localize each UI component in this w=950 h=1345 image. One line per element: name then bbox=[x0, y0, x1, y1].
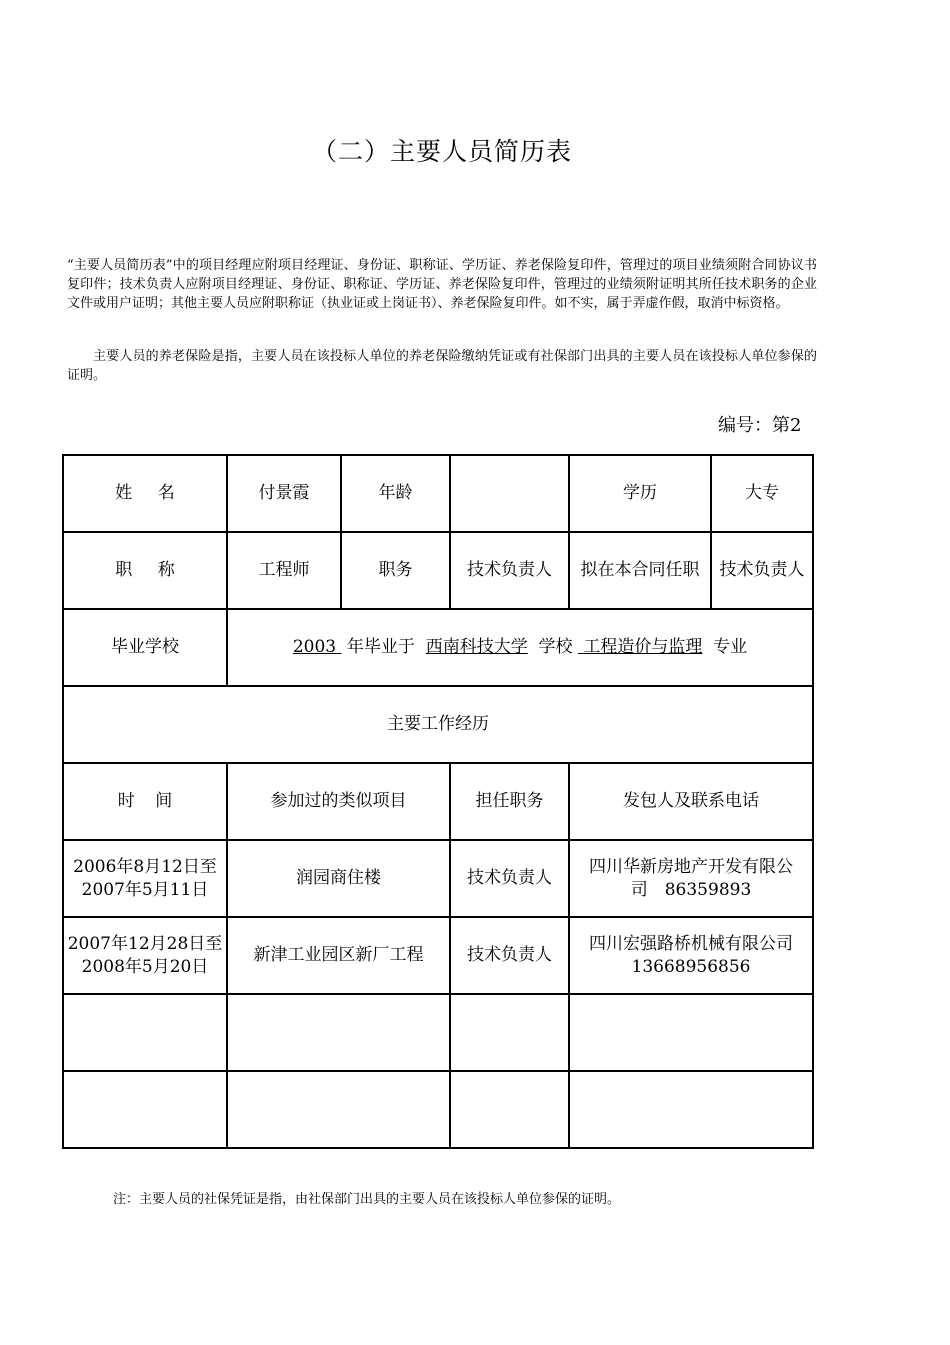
title-value: 工程师 bbox=[227, 532, 341, 609]
experience-client bbox=[569, 994, 813, 1071]
experience-role: 技术负责人 bbox=[450, 840, 569, 917]
resume-table bbox=[62, 454, 814, 1149]
row-name bbox=[63, 455, 813, 532]
title-label-a: 职 bbox=[115, 560, 133, 580]
education-value: 大专 bbox=[711, 455, 813, 532]
serial-number: 编号：第2 bbox=[718, 415, 802, 436]
experience-client: 四川宏强路桥机械有限公司 13668956856 bbox=[569, 917, 813, 994]
experience-row bbox=[63, 840, 813, 917]
experience-role bbox=[450, 1071, 569, 1148]
experience-row bbox=[63, 1071, 813, 1148]
time-label-b: 间 bbox=[155, 791, 173, 811]
title-label-b: 称 bbox=[157, 560, 175, 580]
experience-role bbox=[450, 994, 569, 1071]
row-column-headers bbox=[63, 763, 813, 840]
name-label-cell bbox=[63, 455, 227, 532]
column-header-time bbox=[63, 763, 227, 840]
experience-project: 润园商住楼 bbox=[227, 840, 450, 917]
experience-time bbox=[63, 1071, 227, 1148]
row-title bbox=[63, 532, 813, 609]
graduation-school-suffix: 学校 bbox=[538, 637, 573, 657]
position-value: 技术负责人 bbox=[450, 532, 569, 609]
graduation-year: 2003 bbox=[292, 637, 337, 657]
experience-client bbox=[569, 1071, 813, 1148]
age-label: 年龄 bbox=[341, 455, 450, 532]
experience-row bbox=[63, 917, 813, 994]
experience-role: 技术负责人 bbox=[450, 917, 569, 994]
proposed-position-label: 拟在本合同任职 bbox=[569, 532, 711, 609]
experience-project: 新津工业园区新厂工程 bbox=[227, 917, 450, 994]
experience-project bbox=[227, 1071, 450, 1148]
graduation-year-suffix: 年毕业于 bbox=[346, 637, 415, 657]
row-experience-heading bbox=[63, 686, 813, 763]
education-label: 学历 bbox=[569, 455, 711, 532]
column-header-project: 参加过的类似项目 bbox=[227, 763, 450, 840]
experience-project bbox=[227, 994, 450, 1071]
experience-time bbox=[63, 994, 227, 1071]
graduation-major-suffix: 专业 bbox=[713, 637, 748, 657]
page-title: （二）主要人员简历表 bbox=[311, 137, 572, 166]
name-label-a: 姓 bbox=[115, 483, 133, 503]
instruction-paragraph-1: “主要人员简历表”中的项目经理应附项目经理证、身份证、职称证、学历证、养老保险复印件，管理过的项目业绩须附合同协议书复印件；技术负责人应附项目经理证、身份证、职称证、学历证、养老保险复印件，管理过的业绩须附证明其所任技术职务的企业文件或用户证明；其他主要人员应附职称证（执业证或上岗证书）、养老保险复印件。如不实，属于弄虚作假，取消中标资格。 bbox=[67, 258, 817, 311]
experience-heading: 主要工作经历 bbox=[63, 686, 813, 763]
name-value: 付景霞 bbox=[227, 455, 341, 532]
time-label-a: 时 bbox=[117, 791, 135, 811]
column-header-client: 发包人及联系电话 bbox=[569, 763, 813, 840]
name-label-b: 名 bbox=[157, 483, 175, 503]
row-school bbox=[63, 609, 813, 686]
experience-client: 四川华新房地产开发有限公 司 86359893 bbox=[569, 840, 813, 917]
position-label: 职务 bbox=[341, 532, 450, 609]
column-header-role: 担任职务 bbox=[450, 763, 569, 840]
graduation-school: 西南科技大学 bbox=[425, 637, 528, 657]
graduation-info bbox=[227, 609, 813, 686]
graduation-major: 工程造价与监理 bbox=[583, 637, 703, 657]
experience-time: 2007年12月28日至 2008年5月20日 bbox=[63, 917, 227, 994]
title-label-cell bbox=[63, 532, 227, 609]
footnote: 注：主要人员的社保凭证是指，由社保部门出具的主要人员在该投标人单位参保的证明。 bbox=[113, 1192, 621, 1207]
school-label: 毕业学校 bbox=[63, 609, 227, 686]
instruction-paragraph-2: 主要人员的养老保险是指，主要人员在该投标人单位的养老保险缴纳凭证或有社保部门出具的主要人员在该投标人单位参保的证明。 bbox=[67, 349, 817, 383]
experience-row bbox=[63, 994, 813, 1071]
proposed-position-value: 技术负责人 bbox=[711, 532, 813, 609]
experience-time: 2006年8月12日至 2007年5月11日 bbox=[63, 840, 227, 917]
age-value bbox=[450, 455, 569, 532]
